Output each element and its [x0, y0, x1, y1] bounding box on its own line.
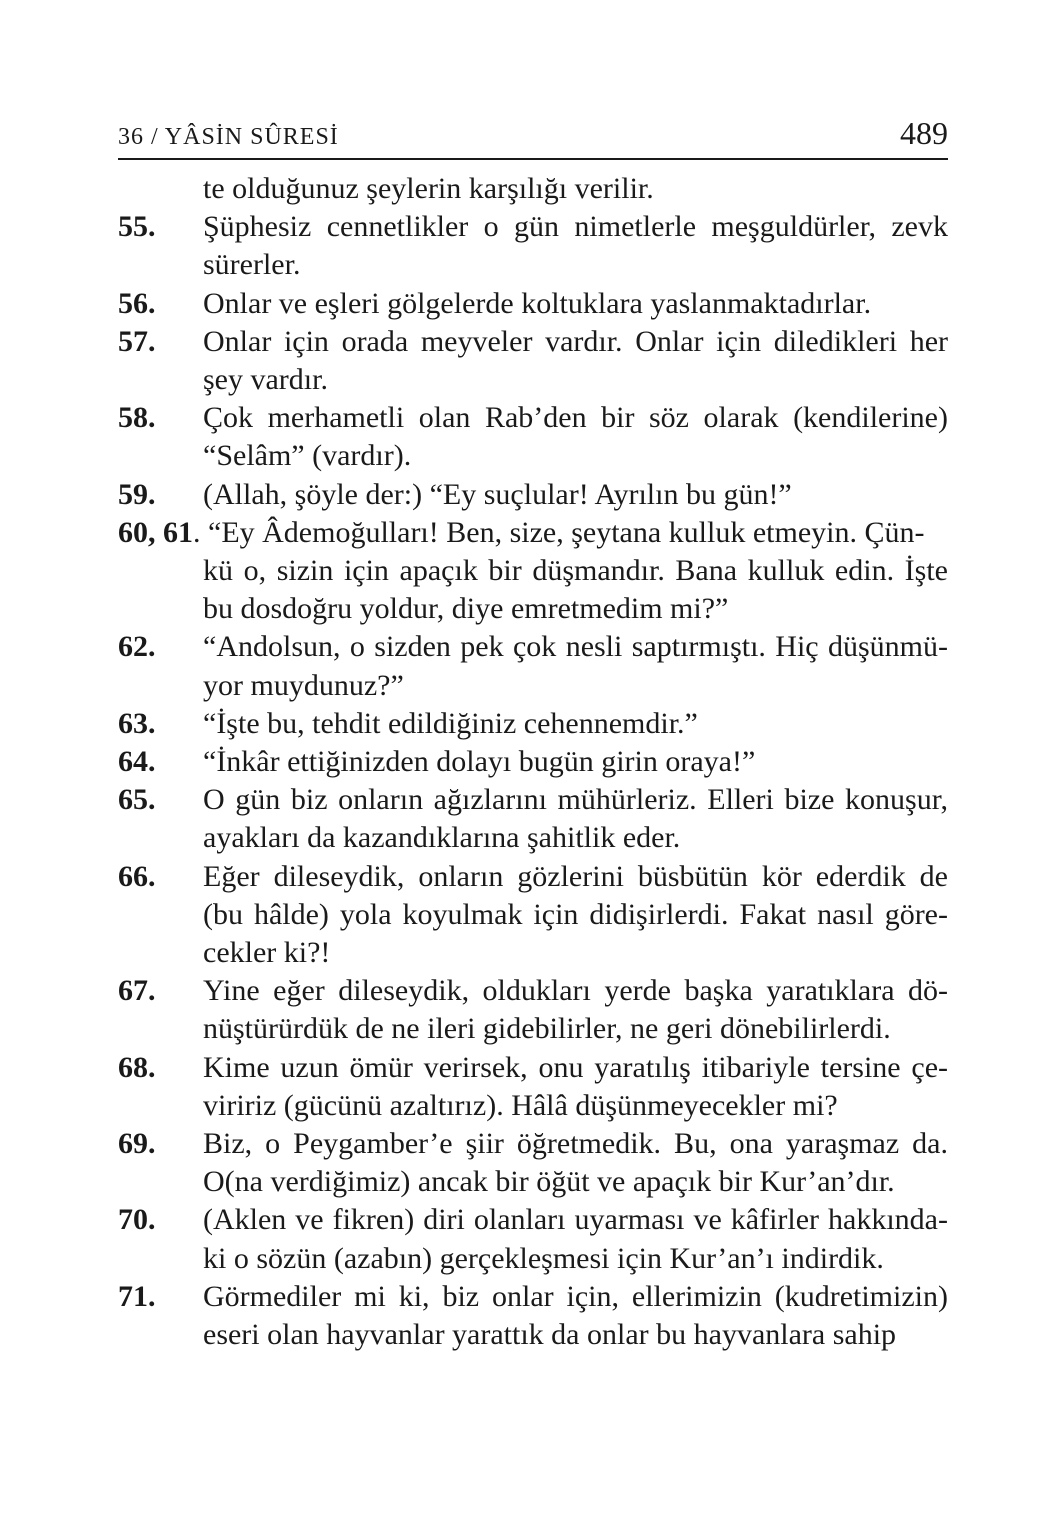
verse-56: [118, 285, 948, 323]
verse-number: 62.: [118, 630, 156, 664]
verse-text: “İnkâr ettiğinizden dolayı bugün girin oraya!”: [203, 745, 756, 779]
verse-68: [118, 1049, 948, 1125]
verse-number: 63.: [118, 706, 156, 740]
verse-text: “Andolsun, o sizden pek çok nesli saptırmıştı. Hiç düşünmü-yor muydunuz?”: [203, 630, 948, 702]
page-content: [118, 170, 948, 1354]
verse-text-first-line: . “Ey Âdemoğulları! Ben, size, şeytana kulluk etmeyin. Çün-: [193, 515, 925, 549]
verse-text: Şüphesiz cennetlikler o gün nimetlerle meşguldürler, zevk sürerler.: [203, 210, 948, 282]
verse-number: 60, 61: [118, 515, 193, 549]
verse-55: [118, 208, 948, 284]
verse-number: 55.: [118, 210, 156, 244]
verse-70: [118, 1201, 948, 1277]
verse-62: [118, 628, 948, 704]
verse-number: 56.: [118, 286, 156, 320]
verse-text: Görmediler mi ki, biz onlar için, ellerimizin (kudretimizin) eseri olan hayvanlar yarattık da onlar bu hayvanlara sahip: [203, 1279, 948, 1352]
verse-60-61: [118, 514, 948, 629]
verse-number: 70.: [118, 1203, 156, 1237]
page-number: 489: [900, 115, 948, 151]
verse-number: 65.: [118, 783, 156, 817]
verse-text: te olduğunuz şeylerin karşılığı verilir.: [203, 172, 654, 205]
verse-text: Onlar ve eşleri gölgelerde koltuklara yaslanmaktadırlar.: [203, 286, 872, 320]
verse-number: 71.: [118, 1279, 156, 1313]
verse-71: [118, 1278, 948, 1354]
verse-66: [118, 858, 948, 973]
verse-text: Onlar için orada meyveler vardır. Onlar için diledikleri her şey vardır.: [203, 324, 948, 397]
page-header: [118, 108, 948, 160]
verse-67: [118, 972, 948, 1048]
verse-number: 67.: [118, 974, 156, 1008]
verse-text: Eğer dileseydik, onların gözlerini büsbütün kör ederdik de (bu hâlde) yola koyulmak için didişirlerdi. Fakat nasıl göre-cekler ki?!: [203, 859, 948, 970]
verse-number: 57.: [118, 324, 156, 358]
verse-58: [118, 399, 948, 475]
verse-text: Kime uzun ömür verirsek, onu yaratılış itibariyle tersine çe-viririz (gücünü azaltırız). Hâlâ düşünmeyecekler mi?: [203, 1050, 948, 1122]
verse-text: (Allah, şöyle der:) “Ey suçlular! Ayrılın bu gün!”: [203, 477, 792, 511]
verse-number: 66.: [118, 859, 156, 893]
verse-69: [118, 1125, 948, 1201]
verse-65: [118, 781, 948, 857]
verse-text: “İşte bu, tehdit edildiğiniz cehennemdir.”: [203, 706, 698, 740]
verse-number: 64.: [118, 745, 156, 779]
verse-number: 68.: [118, 1050, 156, 1084]
verse-number: 58.: [118, 401, 156, 435]
verse-59: [118, 476, 948, 514]
verse-text: Yine eğer dileseydik, oldukları yerde başka yaratıklara dö-nüştürürdük de ne ileri gidebilirler, ne geri dönebilirlerdi.: [203, 974, 948, 1046]
verse-number: 69.: [118, 1127, 156, 1161]
verse-57: [118, 323, 948, 399]
verse-text: Biz, o Peygamber’e şiir öğretmedik. Bu, ona yaraşmaz da. O(na verdiğimiz) ancak bir öğüt ve apaçık bir Kur’an’dır.: [203, 1127, 948, 1199]
verse-text: (Aklen ve fikren) diri olanları uyarması ve kâfirler hakkında-ki o sözün (azabın) gerçekleşmesi için Kur’an’ı indirdik.: [203, 1203, 948, 1275]
verse-text: Çok merhametli olan Rab’den bir söz olarak (kendilerine) “Selâm” (vardır).: [203, 401, 948, 473]
running-title: 36 / YÂSİN SÛRESİ: [118, 124, 339, 150]
verse-text: kü o, sizin için apaçık bir düşmandır. Bana kulluk edin. İşte bu dosdoğru yoldur, diye emretmedim mi?”: [203, 554, 948, 626]
verse-text: O gün biz onların ağızlarını mühürleriz. Elleri bize konuşur, ayakları da kazandıklarına şahitlik eder.: [203, 783, 948, 855]
verse-63: [118, 705, 948, 743]
verse-number: 59.: [118, 477, 156, 511]
verse-continuation: [118, 170, 948, 208]
verse-64: [118, 743, 948, 781]
